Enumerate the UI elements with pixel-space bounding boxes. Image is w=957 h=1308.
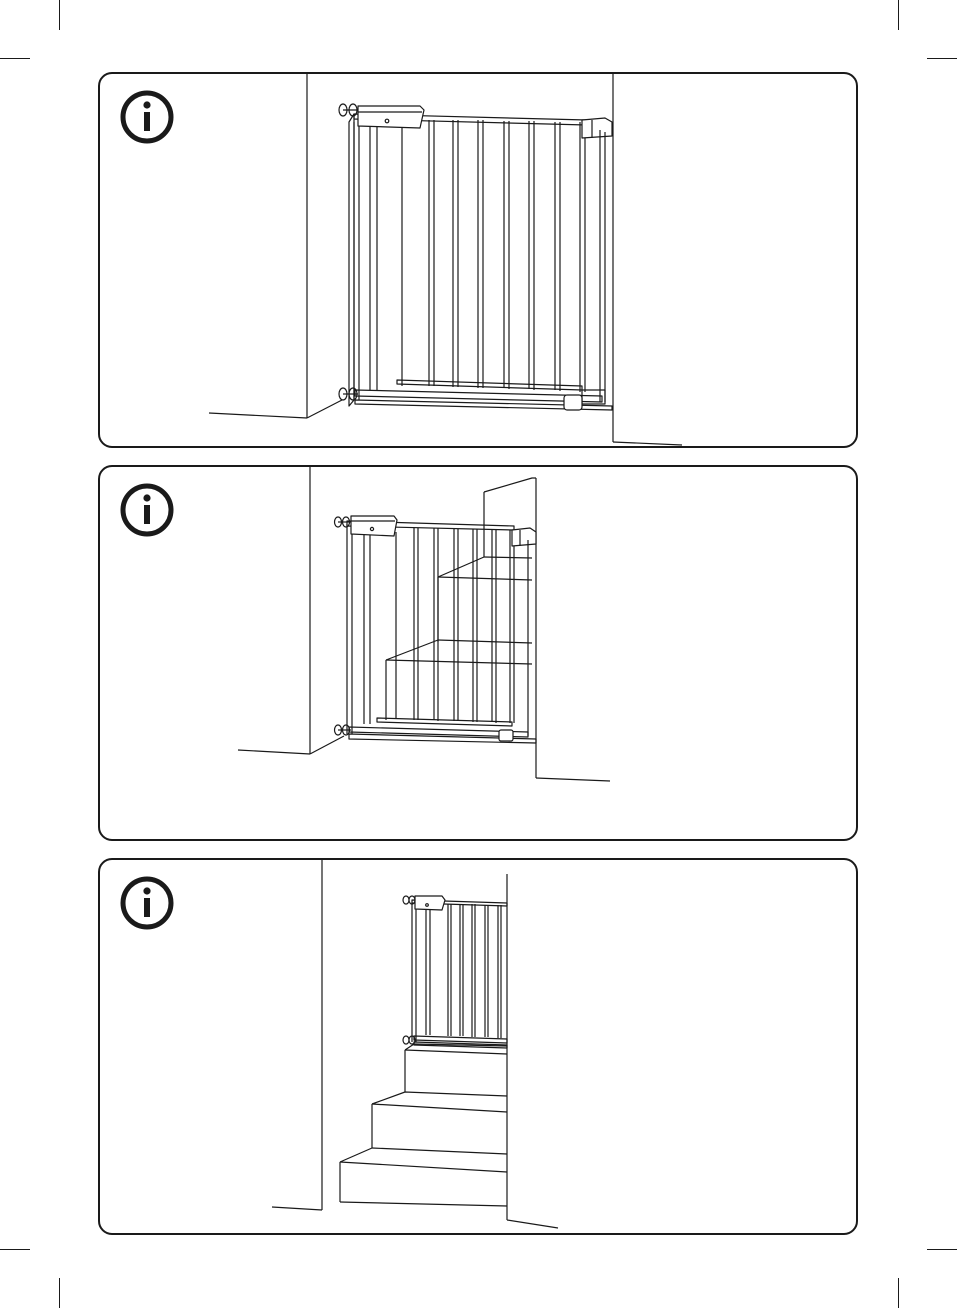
- crop-mark-bottom-right-horizontal: [927, 1249, 957, 1250]
- panel-gate-doorway: [98, 72, 858, 448]
- crop-mark-top-left-vertical: [59, 0, 60, 30]
- crop-mark-bottom-right-vertical: [898, 1278, 899, 1308]
- gate-doorway-illustration: [100, 74, 858, 448]
- crop-mark-top-right-horizontal: [927, 58, 957, 59]
- gate-bottom-of-stairs-illustration: [100, 467, 858, 841]
- crop-mark-top-left-horizontal: [0, 58, 30, 59]
- panel-gate-top-of-stairs: [98, 858, 858, 1235]
- crop-mark-top-right-vertical: [898, 0, 899, 30]
- panel-gate-bottom-of-stairs: [98, 465, 858, 841]
- crop-mark-bottom-left-horizontal: [0, 1249, 30, 1250]
- crop-mark-bottom-left-vertical: [59, 1278, 60, 1308]
- gate-top-of-stairs-illustration: [100, 860, 858, 1235]
